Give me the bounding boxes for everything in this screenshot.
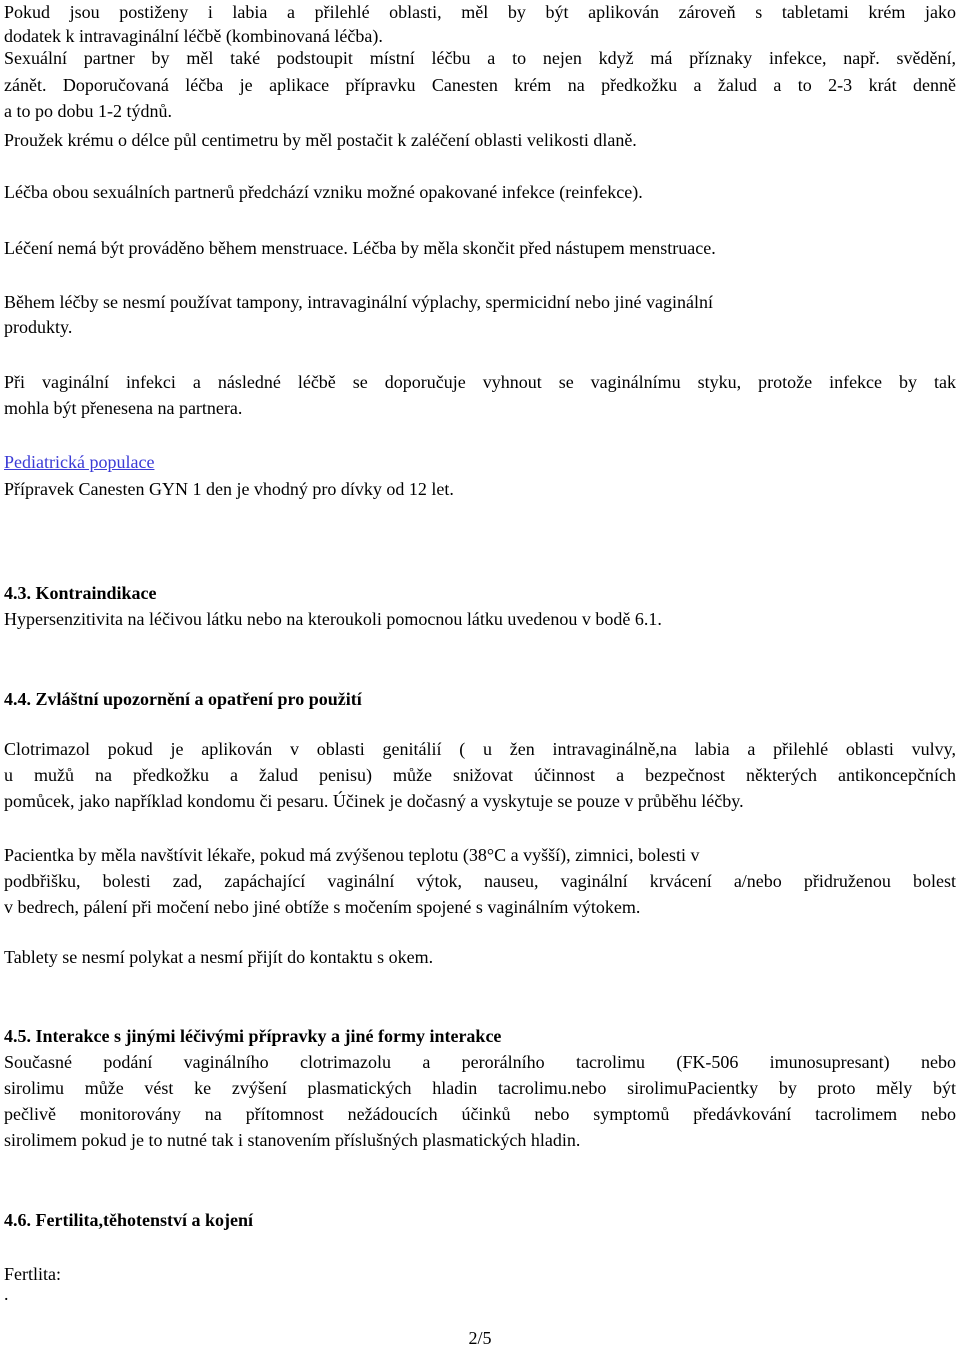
section-4-4-heading [4,687,362,711]
para-partner-line-4: Proužek krému o délce půl centimetru by měl postačit k zaléčení oblasti velikosti dlaně. [4,130,637,150]
section-4-4-p2-line-2: podbřišku, bolesti zad, zapáchající vaginální výtok, nauseu, vaginální krvácení a/nebo přidruženou bolest [4,871,956,891]
para-tampons-line-2: produkty. [4,317,73,337]
para-partner-line-1: Sexuální partner by měl také podstoupit místní léčbu a to nejen když má příznaky infekce, např. svědění, [4,48,956,68]
para-genitalia-line-1: Pokud jsou postiženy i labia a přilehlé oblasti, měl by být aplikován zároveň s tabletami krém jako [4,2,956,22]
section-4-6-heading [4,1208,253,1232]
pediatric-text: Přípravek Canesten GYN 1 den je vhodný pro dívky od 12 let. [4,479,454,499]
para-reinfection: Léčba obou sexuálních partnerů předchází vzniku možné opakované infekce (reinfekce). [4,182,643,202]
section-4-5-heading [4,1024,501,1048]
section-4-3-title: Kontraindikace [35,583,157,603]
section-4-4-title: Zvláštní upozornění a opatření pro použití [35,689,362,709]
section-4-6-title: Fertilita,těhotenství a kojení [35,1210,253,1230]
para-genitalia-line-2: dodatek k intravaginální léčbě (kombinovaná léčba). [4,26,383,46]
section-4-4-number: 4.4. [4,689,31,709]
para-tampons-line-1: Během léčby se nesmí používat tampony, intravaginální výplachy, spermicidní nebo jiné vaginální [4,292,713,312]
section-4-5-title: Interakce s jinými léčivými přípravky a jiné formy interakce [35,1026,502,1046]
section-4-5-number: 4.5. [4,1026,31,1046]
para-intercourse-line-1: Při vaginální infekci a následné léčbě se doporučuje vyhnout se vaginálnímu styku, protože infekce by tak [4,372,956,392]
section-4-4-p1-line-3: pomůcek, jako například kondomu či pesaru. Účinek je dočasný a vyskytuje se pouze v průběhu léčby. [4,791,744,811]
section-4-4-p2-line-3: v bedrech, pálení při močení nebo jiné obtíže s močením spojené s vaginálním výtokem. [4,897,641,917]
section-4-4-p3: Tablety se nesmí polykat a nesmí přijít do kontaktu s okem. [4,947,434,967]
para-intercourse-line-2: mohla být přenesena na partnera. [4,398,243,418]
section-4-4-p2-line-1: Pacientka by měla navštívit lékaře, pokud má zvýšenou teplotu (38°C a vyšší), zimnici, bolesti v [4,845,700,865]
page-number: 2/5 [468,1328,492,1348]
fertility-dot: . [4,1284,9,1304]
para-partner-line-2: zánět. Doporučovaná léčba je aplikace přípravku Canesten krém na předkožku a žalud a to 2-3 krát denně [4,75,956,95]
pediatric-heading-link[interactable]: Pediatrická populace [4,452,155,472]
para-menstruation: Léčení nemá být prováděno během menstruace. Léčba by měla skončit před nástupem menstruace. [4,238,716,258]
section-4-5-line-2: sirolimu může vést ke zvýšení plasmatických hladin tacrolimu.nebo sirolimuPacientky by proto měly být [4,1078,956,1098]
section-4-4-p1-line-2: u mužů na předkožku a žalud penisu) může snižovat účinnost a bezpečnost některých antikoncepčních [4,765,956,785]
section-4-3-text: Hypersenzitivita na léčivou látku nebo na kteroukoli pomocnou látku uvedenou v bodě 6.1. [4,609,662,629]
fertility-label: Fertlita: [4,1264,61,1284]
section-4-3-heading [4,581,157,605]
section-4-5-line-4: sirolimem pokud je to nutné tak i stanovením příslušných plasmatických hladin. [4,1130,581,1150]
section-4-6-number: 4.6. [4,1210,31,1230]
section-4-3-number: 4.3. [4,583,31,603]
section-4-5-line-1: Současné podání vaginálního clotrimazolu a perorálního tacrolimu (FK-506 imunosupresant) nebo [4,1052,956,1072]
para-partner-line-3: a to po dobu 1-2 týdnů. [4,101,172,121]
section-4-4-p1-line-1: Clotrimazol pokud je aplikován v oblasti genitálií ( u žen intravaginálně,na labia a přilehlé oblasti vulvy, [4,739,956,759]
section-4-5-line-3: pečlivě monitorovány na přítomnost nežádoucích účinků nebo symptomů předávkování tacrolimem nebo [4,1104,956,1124]
